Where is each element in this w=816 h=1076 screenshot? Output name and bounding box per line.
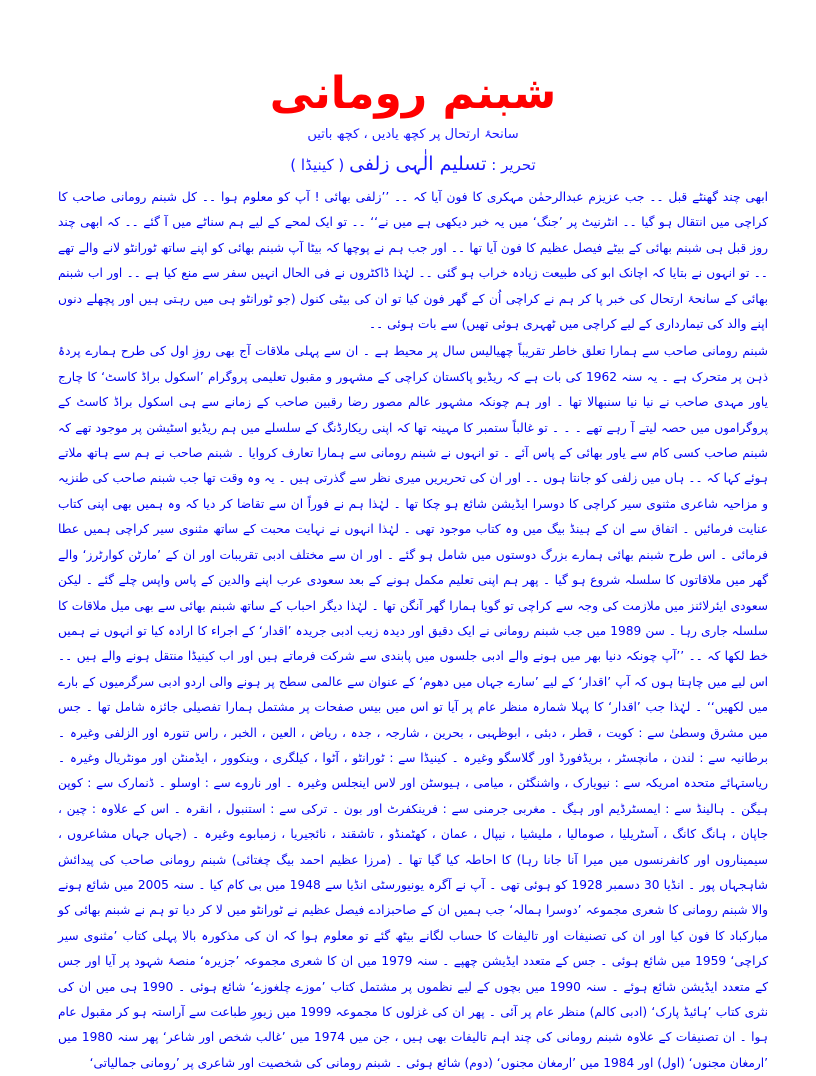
page-subtitle: سانحۂ ارتحال پر کچھ یادیں ، کچھ باتیں — [307, 127, 519, 142]
article-body — [58, 185, 768, 1076]
author-line — [58, 154, 768, 175]
author-name: تسلیم الٰہی زلفی — [349, 153, 487, 175]
article-paragraph-2: شبنم رومانی صاحب سے ہمارا تعلق خاطر تقریباً چھیالیس سال پر محیط ہے ۔ ان سے پہلی ملاقات آج بھی روزِ اول کی طرح ہمارے پردۂ ذہن پر متحرک ہے ۔ یہ سنہ 1962 کی بات ہے کہ ریڈیو پاکستان کراچی کے مشہور و مقبول تعلیمی پروگرام ’اسکول براڈ کاسٹ‘ کا چارج یاور مہدی صاحب نے نیا نیا سنبھالا تھا ۔ اور ہم چونکہ مشہور عالم مصور رضا رقبین صاحب کے زمانے سے ہی اسکول براڈ کاسٹ کے پروگراموں میں حصہ لیتے آ رہے تھے ۔ ۔ ۔ تو غالباً ستمبر کا مہینہ تھا کہ اپنی ریکارڈنگ کے سلسلے میں ہم ریڈیو اسٹیشن پر موجود تھے کہ شبنم صاحب کسی کام سے یاور بھائی کے پاس آئے ۔ تو انہوں نے شبنم رومانی سے ہمارا تعارف کروایا ۔ شبنم صاحب نے ہم سے ہاتھ ملاتے ہوئے کہا کہ ۔۔ ہاں میں زلفی کو جانتا ہوں ۔۔ اور ان کی تحریریں میری نظر سے گذرتی ہیں ۔ یہ وہ وقت تھا جب شبنم صاحب کی طنزیہ و مزاحیہ شاعری مثنوی سیر کراچی کا دوسرا ایڈیشن شائع ہو چکا تھا ۔ لہٰذا ہم نے فوراً ان سے تقاضا کر دیا کہ وہ ہمیں بھی اپنی کتاب عنایت فرمائیں ۔ اتفاق سے ان کے ہینڈ بیگ میں وہ کتاب موجود تھی ۔ لہٰذا انہوں نے نہایت محبت کے ساتھ مثنوی سیر کراچی ہمیں عطا فرمائی ۔ اس طرح شبنم بھائی ہمارے بزرگ دوستوں میں شامل ہو گئے ۔ اور ان سے مختلف ادبی تقریبات اور ان کے ’مارٹن کوارٹرز‘ والے گھر میں ملاقاتوں کا سلسلہ شروع ہو گیا ۔ پھر ہم اپنی تعلیم مکمل ہونے کے بعد سعودی عرب اپنے والدین کے پاس واپس چلے گئے ۔ لیکن سعودی ایئرلائنز میں ملازمت کی وجہ سے کراچی تو گویا ہمارا گھر آنگن تھا ۔ لہٰذا دیگر احباب کے ساتھ شبنم بھائی سے بھی میل ملاقات کا سلسلہ جاری رہا ۔ سن 1989 میں جب شبنم رومانی نے ایک دقیق اور دیدہ زیب ادبی جریدہ ’اقدار‘ کے اجراء کا ارادہ کیا تو انہوں نے ہمیں خط لکھا کہ ۔۔ ’’آپ چونکہ دنیا بھر میں ہونے والے ادبی جلسوں میں پابندی سے شرکت فرماتے ہیں اور اب کینیڈا منتقل ہونے والے ہیں ۔۔ اس لیے میں چاہتا ہوں کہ آپ ’اقدار‘ کے لیے ’سارے جہاں میں دھوم‘ کے عنوان سے عالمی سطح پر ہونے والی اردو ادبی سرگرمیوں کے بارے میں لکھیں‘‘ ۔ لہٰذا جب ’اقدار‘ کا پہلا شمارہ منظر عام پر آیا تو اس میں بیس صفحات پر مشتمل ہمارا تفصیلی جائزہ شامل تھا ۔ جس میں مشرق وسطیٰ سے : کویت ، قطر ، دبئی ، ابوظہبی ، بحرین ، شارجہ ، جدہ ، ریاض ، العین ، الخبر ، راس تنورہ اور الزلفی وغیرہ ۔ برطانیہ سے : لندن ، مانچسٹر ، بریڈفورڈ اور گلاسگو وغیرہ ۔ کینیڈا سے : ٹورانٹو ، آٹوا ، کیلگری ، وینکوور ، ایڈمنٹن اور مونٹریال وغیرہ ۔ ریاستہائے متحدہ امریکہ سے : نیویارک ، واشنگٹن ، میامی ، ہیوسٹن اور لاس اینجلس وغیرہ ۔ اور ناروے سے : اوسلو ۔ ڈنمارک سے : کوپن ہیگن ۔ ہالینڈ سے : ایمسٹرڈیم اور ہیگ ۔ مغربی جرمنی سے : فرینکفرٹ اور بون ۔ ترکی سے : استنبول ، انقرہ ۔ اس کے علاوہ : چین ، جاپان ، ہانگ کانگ ، آسٹریلیا ، صومالیا ، ملیشیا ، نیپال ، عمان ، کھٹمنڈو ، تاشقند ، نائجیریا ، زمبابوے وغیرہ ۔ (جہاں جہاں مشاعروں ، سیمیناروں اور کانفرنسوں میں میرا آنا جانا رہا) کا احاطہ کیا گیا تھا ۔ (مرزا عظیم احمد بیگ چغتائی) شبنم رومانی صاحب کی پیدائش شاہجہاں پور ۔ انڈیا 30 دسمبر 1928 کو ہوئی تھی ۔ آپ نے آگرہ یونیورسٹی انڈیا سے 1948 میں بی کام کیا ۔ سنہ 2005 میں شائع ہونے والا شبنم رومانی کا شعری مجموعہ ’دوسرا ہمالہ‘ جب ہمیں ان کے صاحبزادے فیصل عظیم نے ٹورانٹو میں لا کر دیا تو ہم نے شبنم بھائی کو مبارکباد کا فون کیا اور ان کی تصنیفات اور تالیفات کا حساب لگانے بیٹھ گئے تو معلوم ہوا کہ ان کی مذکورہ بالا پہلی کتاب ’مثنوی سیر کراچی‘ 1959 میں شائع ہوئی ۔ جس کے متعدد ایڈیشن چھپے ۔ سنہ 1979 میں ان کا شعری مجموعہ ’جزیرہ‘ منصۂ شہود پر آیا اور جس کے متعدد ایڈیشن شائع ہوئے ۔ سنہ 1990 میں بچوں کے لیے نظموں پر مشتمل کتاب ’موزے چلغوزے‘ شائع ہوئی ۔ 1990 ہی میں ان کی نثری کتاب ’ہائیڈ پارک‘ (ادبی کالم) منظر عام پر آئی ۔ پھر ان کی غزلوں کا مجموعہ 1999 میں زیورِ طباعت سے آراستہ ہو کر مقبول عام ہوا ۔ ان تصنیفات کے علاوہ شبنم رومانی کی چند اہم تالیفات بھی ہیں ، جن میں 1974 میں ’غالب شخص اور شاعر‘ پھر سنہ 1980 میں ’ارمغان مجنوں‘ (اول) اور 1984 میں ’ارمغان مجنوں‘ (دوم) شائع ہوئی ۔ شبنم رومانی کی شخصیت اور شاعری پر ’رومانی جمالیاتی‘ — [58, 344, 768, 1070]
article-paragraph-1: ابھی چند گھنٹے قبل ۔۔ جب عزیزم عبدالرحمٰن مہکری کا فون آیا کہ ۔۔ ’’زلفی بھائی ! آپ کو معلوم ہوا ۔۔ کل شبنم رومانی صاحب کا کراچی میں انتقال ہو گیا ۔۔ انٹرنیٹ پر ’جنگ‘ میں یہ خبر دیکھی ہے میں نے‘‘ ۔۔ تو ایک لمحے کے لیے ہم سناٹے میں آ گئے ۔۔ کہ ابھی چند روز قبل ہی شبنم بھائی کے بیٹے فیصل عظیم کا فون آیا تھا ۔۔ اور جب ہم نے پوچھا کہ بیٹا آپ شبنم بھائی کو اپنے ساتھ ٹورانٹو لانے والے تھے ۔۔ تو انہوں نے بتایا کہ اچانک ابو کی طبیعت زیادہ خراب ہو گئی ۔۔ لہٰذا ڈاکٹروں نے فی الحال انہیں سفر سے منع کیا ہے ۔۔ اور اب شبنم بھائی کے سانحۂ ارتحال کی خبر پا کر ہم نے کراچی اُن کے گھر فون کیا تو ان کی بیٹی کنول (جو ٹورانٹو ہی میں رہتی ہیں اور پچھلے دنوں اپنے والد کی تیمارداری کے لیے کراچی میں ٹھہری ہوئی تھیں) سے بات ہوئی ۔۔ — [58, 190, 768, 332]
page-title: شبنم رومانی — [269, 68, 557, 119]
author-label: تحریر : — [491, 156, 536, 174]
author-location: ( کینیڈا ) — [290, 156, 345, 174]
